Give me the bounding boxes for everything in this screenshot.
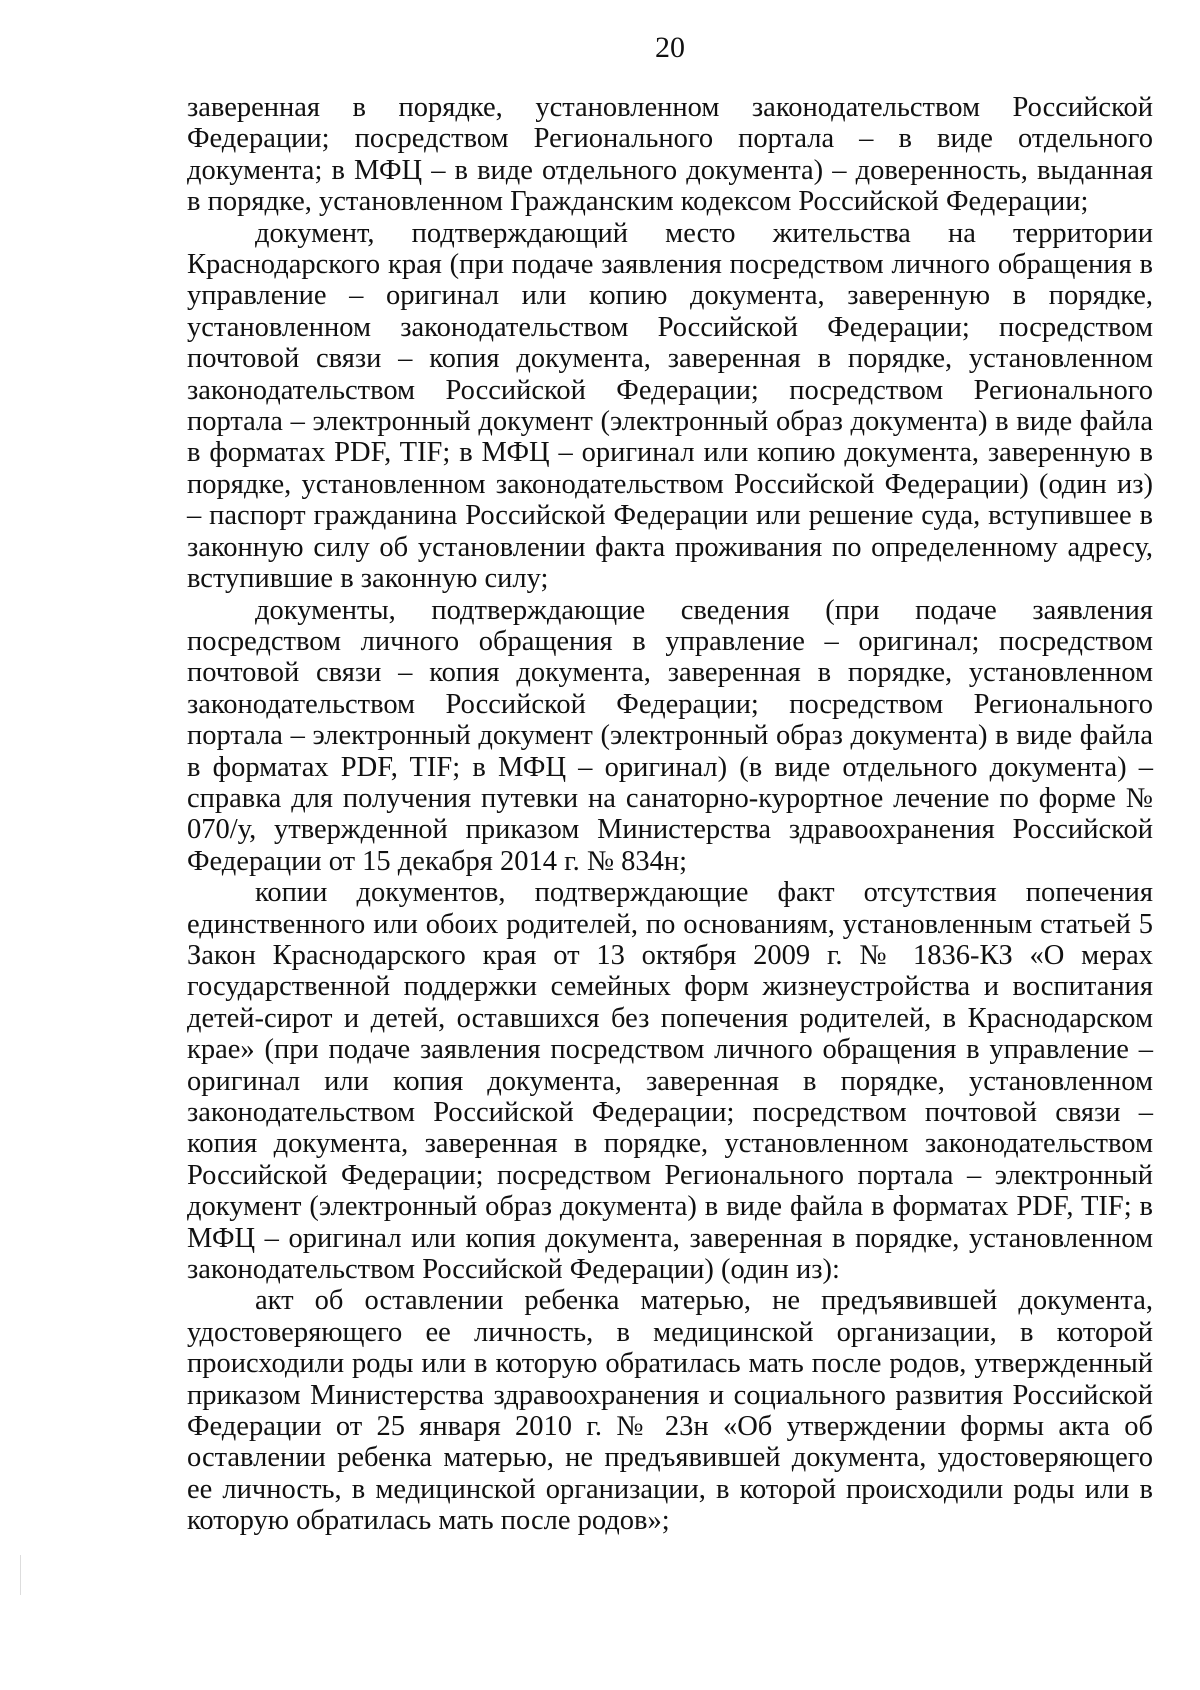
- paragraph-residence-document: документ, подтверждающий место жительства на территории Краснодарского края (при подаче заявления посредством личного обращения в управление – оригинал или копию документа, заверенную в порядке, установленном законодательством Российской Федерации; посредством почтовой связи – копия документа, заверенная в порядке, установленном законодательством Российской Федерации; посредством Регионального портала – электронный документ (электронный образ документа) в виде файла в форматах PDF, TIF; в МФЦ – оригинал или копию документа, заверенную в порядке, установленном законодательством Российской Федерации) (один из) – паспорт гражданина Российской Федерации или решение суда, вступившее в законную силу об установлении факта проживания по определенному адресу, вступившие в законную силу;: [187, 217, 1153, 595]
- paragraph-parental-care-documents: копии документов, подтверждающие факт отсутствия попечения единственного или обоих родителей, по основаниям, установленным статьей 5 Закон Краснодарского края от 13 октября 2009 г. № 1836-КЗ «О мерах государственной поддержки семейных форм жизнеустройства и воспитания детей-сирот и детей, оставшихся без попечения родителей, в Краснодарском крае» (при подаче заявления посредством личного обращения в управление – оригинал или копия документа, заверенная в порядке, установленном законодательством Российской Федерации; посредством почтовой связи – копия документа, заверенная в порядке, установленном законодательством Российской Федерации; посредством Регионального портала – электронный документ (электронный образ документа) в виде файла в форматах PDF, TIF; в МФЦ – оригинал или копия документа, заверенная в порядке, установленном законодательством Российской Федерации) (один из):: [187, 877, 1153, 1286]
- paragraph-power-of-attorney: заверенная в порядке, установленном законодательством Российской Федерации; посредством Регионального портала – в виде отдельного документа; в МФЦ – в виде отдельного документа) – доверенность, выданная в порядке, установленном Гражданским кодексом Российской Федерации;: [187, 92, 1153, 218]
- paragraph-abandonment-act: акт об оставлении ребенка матерью, не предъявившей документа, удостоверяющего ее личность, в медицинской организации, в которой происходили роды или в которую обратилась мать после родов, утвержденный приказом Министерства здравоохранения и социального развития Российской Федерации от 25 января 2010 г. № 23н «Об утверждении формы акта об оставлении ребенка матерью, не предъявившей документа, удостоверяющего ее личность, в медицинской организации, в которой происходили роды или в которую обратилась мать после родов»;: [187, 1285, 1153, 1537]
- page-number: 20: [655, 31, 685, 64]
- document-body: [187, 92, 1153, 1537]
- scan-margin-mark: [20, 1555, 21, 1595]
- paragraph-health-documents: документы, подтверждающие сведения (при подаче заявления посредством личного обращения в управление – оригинал; посредством почтовой связи – копия документа, заверенная в порядке, установленном законодательством Российской Федерации; посредством Регионального портала – электронный документ (электронный образ документа) в виде файла в форматах PDF, TIF; в МФЦ – оригинал) (в виде отдельного документа) – справка для получения путевки на санаторно-курортное лечение по форме № 070/у, утвержденной приказом Министерства здравоохранения Российской Федерации от 15 декабря 2014 г. № 834н;: [187, 594, 1153, 877]
